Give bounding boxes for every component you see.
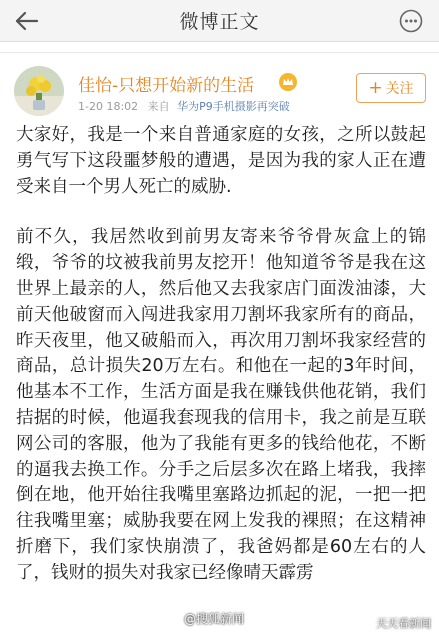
plus-icon: + [368, 77, 383, 98]
follow-label: 关注 [385, 81, 414, 97]
follow-button[interactable] [356, 73, 426, 103]
post-time: 1-20 18:02 [78, 100, 139, 113]
avatar-image [14, 66, 64, 116]
post-meta [78, 98, 290, 114]
arrow-left-icon [14, 10, 40, 32]
post-paragraph: 前不久，我居然收到前男友寄来爷爷骨灰盒上的锦缎，爷爷的坟被我前男友挖开！他知道爷爷是我在这世界上最亲的人，然后他又去我家店门面泼油漆，大前天他破窗而入闯进我家用刀割坏我家所有的商品，昨天夜里，他又破船而入，再次用刀割坏我家经营的商品，总计损失20万左右。和他在一起的3年时间，他基本不工作，生活方面是我在赚钱供他花销，我们拮据的时候，他逼我套现我的信用卡，我之前是互联网公司的客服，他为了我能有更多的钱给他花，不断的逼我去换工作。分手之后层多次在路上堵我，我摔倒在地，他开始往我嘴里塞路边抓起的泥，一把一把往我嘴里塞；威胁我要在网上发我的裸照；在这精神折磨下，我们家快崩溃了，我爸妈都是60左右的人了，钱财的损失对我家已经像晴天霹雳 [16, 227, 426, 583]
back-button[interactable] [12, 7, 42, 35]
watermark [359, 615, 431, 631]
author-name[interactable]: 佳怡-只想开始新的生活 [78, 76, 255, 96]
post-paragraph: 大家好，我是一个来自普通家庭的女孩，之所以鼓起勇气写下这段噩梦般的遭遇，是因为我的家人正在遭受来自一个男人死亡的威胁. [16, 125, 426, 197]
weibo-post-card [0, 52, 439, 639]
watermark-brand: 天天看新闻 [376, 617, 431, 630]
source-device-link[interactable]: 华为P9手机摄影再突破 [177, 100, 290, 113]
more-button[interactable] [397, 7, 425, 35]
crown-badge-icon [278, 72, 298, 92]
source-label: 来自 [147, 100, 170, 113]
more-dots-icon [399, 9, 423, 33]
eye-logo-icon [359, 616, 373, 630]
avatar[interactable] [14, 66, 64, 116]
top-nav-bar [0, 0, 439, 42]
page-title: 微博正文 [179, 11, 260, 33]
vip-badge[interactable] [278, 72, 298, 92]
watermark-text: @搜狐新闻 [184, 612, 245, 626]
post-body [16, 123, 426, 612]
